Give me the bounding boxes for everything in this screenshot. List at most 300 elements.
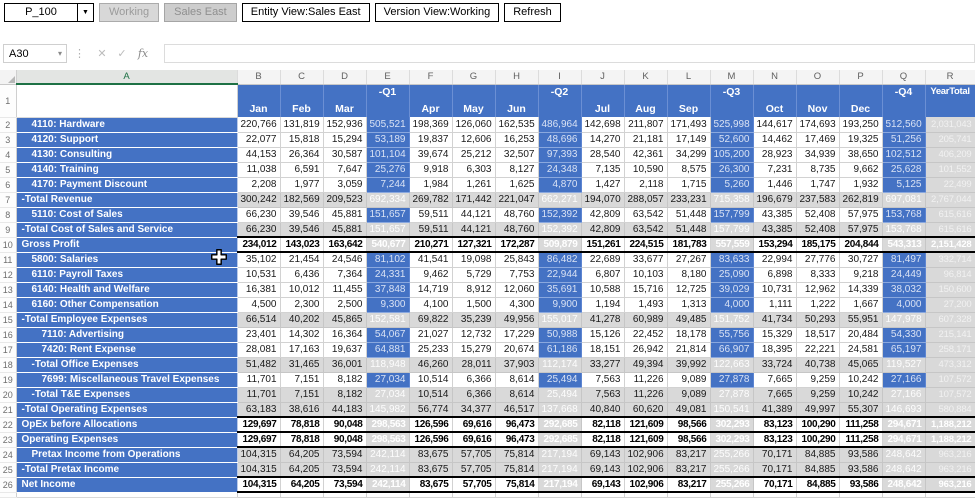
grid-cell[interactable]: 171,442 bbox=[452, 192, 495, 207]
grid-cell[interactable]: 39,029 bbox=[710, 282, 753, 297]
grid-cell[interactable]: 8,127 bbox=[495, 162, 538, 177]
grid-cell[interactable]: 19,637 bbox=[323, 342, 366, 357]
grid-cell[interactable]: 15,329 bbox=[753, 327, 796, 342]
grid-cell[interactable]: 1,111 bbox=[753, 297, 796, 312]
grid-cell[interactable]: 2,031,043 bbox=[925, 117, 975, 132]
grid-cell[interactable]: 38,032 bbox=[882, 282, 925, 297]
grid-cell[interactable]: 210,271 bbox=[409, 237, 452, 252]
grid-cell[interactable]: 32,507 bbox=[495, 147, 538, 162]
grid-cell[interactable]: 93,586 bbox=[839, 462, 882, 477]
grid-cell[interactable]: 129,697 bbox=[237, 417, 280, 432]
row-label[interactable]: 7110: Advertising bbox=[16, 327, 237, 342]
row-label[interactable]: -Total Pretax Income bbox=[16, 462, 237, 477]
grid-cell[interactable]: 9,259 bbox=[796, 372, 839, 387]
row-number[interactable]: 16 bbox=[0, 327, 16, 342]
grid-cell[interactable]: 50,293 bbox=[796, 312, 839, 327]
grid-cell[interactable]: 55,756 bbox=[710, 327, 753, 342]
grid-cell[interactable]: 28,081 bbox=[237, 342, 280, 357]
grid-cell[interactable]: 6,898 bbox=[753, 267, 796, 282]
grid-cell[interactable]: 39,674 bbox=[409, 147, 452, 162]
grid-cell[interactable]: 509,879 bbox=[538, 237, 581, 252]
column-header[interactable]: K bbox=[624, 70, 667, 84]
grid-cell[interactable]: 126,596 bbox=[409, 432, 452, 447]
grid-cell[interactable]: 40,840 bbox=[581, 402, 624, 417]
grid-cell[interactable] bbox=[280, 492, 323, 497]
grid-cell[interactable]: 7,135 bbox=[581, 162, 624, 177]
grid-cell[interactable]: 540,677 bbox=[366, 237, 409, 252]
grid-cell[interactable]: 8,912 bbox=[452, 282, 495, 297]
grid-cell[interactable]: 66,907 bbox=[710, 342, 753, 357]
grid-cell[interactable]: 69,616 bbox=[452, 417, 495, 432]
grid-cell[interactable]: 15,716 bbox=[624, 282, 667, 297]
period-header[interactable]: Dec bbox=[839, 84, 882, 117]
grid-cell[interactable]: 27,267 bbox=[667, 252, 710, 267]
grid-cell[interactable]: 255,266 bbox=[710, 462, 753, 477]
grid-cell[interactable]: 36,001 bbox=[323, 357, 366, 372]
grid-cell[interactable]: 5,125 bbox=[882, 177, 925, 192]
row-label[interactable]: 5800: Salaries bbox=[16, 252, 237, 267]
grid-cell[interactable]: 302,293 bbox=[710, 417, 753, 432]
grid-cell[interactable]: 9,259 bbox=[796, 387, 839, 402]
grid-cell[interactable]: 292,685 bbox=[538, 417, 581, 432]
grid-cell[interactable]: 557,559 bbox=[710, 237, 753, 252]
grid-cell[interactable]: 171,493 bbox=[667, 117, 710, 132]
grid-cell[interactable]: 51,256 bbox=[882, 132, 925, 147]
grid-cell[interactable]: 9,462 bbox=[409, 267, 452, 282]
row-number[interactable]: 5 bbox=[0, 162, 16, 177]
grid-cell[interactable]: 49,485 bbox=[667, 312, 710, 327]
grid-cell[interactable]: 157,799 bbox=[710, 222, 753, 237]
row-number[interactable]: 12 bbox=[0, 267, 16, 282]
grid-cell[interactable]: 9,300 bbox=[366, 297, 409, 312]
grid-cell[interactable]: 25,212 bbox=[452, 147, 495, 162]
grid-cell[interactable]: 248,642 bbox=[882, 462, 925, 477]
grid-cell[interactable]: 35,239 bbox=[452, 312, 495, 327]
grid-cell[interactable]: 288,057 bbox=[624, 192, 667, 207]
row-label[interactable]: -Total T&E Expenses bbox=[16, 387, 237, 402]
grid-cell[interactable] bbox=[323, 492, 366, 497]
column-header[interactable]: M bbox=[710, 70, 753, 84]
grid-cell[interactable]: 15,294 bbox=[323, 132, 366, 147]
grid-cell[interactable]: 24,546 bbox=[323, 252, 366, 267]
grid-cell[interactable]: 33,277 bbox=[581, 357, 624, 372]
grid-cell[interactable]: 7,151 bbox=[280, 387, 323, 402]
row-label[interactable]: 7699: Miscellaneous Travel Expenses bbox=[16, 372, 237, 387]
grid-cell[interactable]: 406,209 bbox=[925, 147, 975, 162]
grid-cell[interactable]: 151,752 bbox=[710, 312, 753, 327]
grid-cell[interactable]: 1,313 bbox=[667, 297, 710, 312]
row-label[interactable]: OpEx before Allocations bbox=[16, 417, 237, 432]
grid-cell[interactable]: 69,616 bbox=[452, 432, 495, 447]
grid-cell[interactable]: 9,918 bbox=[409, 162, 452, 177]
row-label[interactable]: 7420: Rent Expense bbox=[16, 342, 237, 357]
grid-cell[interactable] bbox=[839, 492, 882, 497]
column-header[interactable]: Q bbox=[882, 70, 925, 84]
grid-cell[interactable]: 258,171 bbox=[925, 342, 975, 357]
row-label[interactable]: 4110: Hardware bbox=[16, 117, 237, 132]
grid-cell[interactable]: 137,668 bbox=[538, 402, 581, 417]
grid-cell[interactable]: 2,151,428 bbox=[925, 237, 975, 252]
grid-cell[interactable]: 185,175 bbox=[796, 237, 839, 252]
grid-cell[interactable] bbox=[710, 492, 753, 497]
grid-cell[interactable]: 150,541 bbox=[710, 402, 753, 417]
name-box[interactable] bbox=[3, 44, 67, 63]
grid-cell[interactable]: 21,027 bbox=[409, 327, 452, 342]
grid-cell[interactable]: 20,674 bbox=[495, 342, 538, 357]
grid-cell[interactable]: 8,735 bbox=[796, 162, 839, 177]
grid-cell[interactable]: 53,189 bbox=[366, 132, 409, 147]
grid-cell[interactable]: 45,881 bbox=[323, 207, 366, 222]
grid-cell[interactable]: 61,186 bbox=[538, 342, 581, 357]
grid-cell[interactable]: 9,089 bbox=[667, 372, 710, 387]
grid-cell[interactable]: 152,392 bbox=[538, 207, 581, 222]
grid-cell[interactable]: 209,523 bbox=[323, 192, 366, 207]
grid-cell[interactable]: 84,885 bbox=[796, 447, 839, 462]
grid-cell[interactable]: 83,675 bbox=[409, 447, 452, 462]
grid-cell[interactable]: 1,500 bbox=[452, 297, 495, 312]
grid-cell[interactable]: 150,600 bbox=[925, 282, 975, 297]
grid-cell[interactable]: 83,217 bbox=[667, 447, 710, 462]
grid-cell[interactable]: 1,188,212 bbox=[925, 432, 975, 447]
grid-cell[interactable]: 63,542 bbox=[624, 207, 667, 222]
grid-cell[interactable]: 15,279 bbox=[452, 342, 495, 357]
row-number[interactable]: 2 bbox=[0, 117, 16, 132]
grid-cell[interactable]: 78,818 bbox=[280, 417, 323, 432]
row-number[interactable]: 9 bbox=[0, 222, 16, 237]
grid-cell[interactable]: 8,575 bbox=[667, 162, 710, 177]
row-number[interactable] bbox=[0, 492, 16, 497]
grid-cell[interactable]: 83,123 bbox=[753, 417, 796, 432]
grid-cell[interactable]: 44,121 bbox=[452, 207, 495, 222]
grid-cell[interactable] bbox=[366, 492, 409, 497]
grid-cell[interactable]: 697,081 bbox=[882, 192, 925, 207]
grid-cell[interactable]: 107,572 bbox=[925, 387, 975, 402]
row-number[interactable]: 21 bbox=[0, 402, 16, 417]
grid-cell[interactable]: 27,878 bbox=[710, 372, 753, 387]
row-number[interactable]: 7 bbox=[0, 192, 16, 207]
row-label[interactable]: 5110: Cost of Sales bbox=[16, 207, 237, 222]
grid-cell[interactable]: 204,844 bbox=[839, 237, 882, 252]
grid-cell[interactable]: 119,527 bbox=[882, 357, 925, 372]
grid-cell[interactable]: 59,511 bbox=[409, 207, 452, 222]
grid-cell[interactable]: 5,260 bbox=[710, 177, 753, 192]
grid-cell[interactable]: 205,741 bbox=[925, 132, 975, 147]
grid-cell[interactable]: 6,366 bbox=[452, 387, 495, 402]
period-header[interactable]: Oct bbox=[753, 84, 796, 117]
grid-cell[interactable]: 41,389 bbox=[753, 402, 796, 417]
pov-dropdown-arrow-icon[interactable]: ▼ bbox=[77, 4, 93, 21]
grid-cell[interactable]: 1,747 bbox=[796, 177, 839, 192]
row-number[interactable]: 11 bbox=[0, 252, 16, 267]
refresh-button[interactable]: Refresh bbox=[504, 3, 561, 22]
grid-cell[interactable]: 224,515 bbox=[624, 237, 667, 252]
grid-cell[interactable]: 151,657 bbox=[366, 207, 409, 222]
grid-cell[interactable]: 51,448 bbox=[667, 222, 710, 237]
grid-cell[interactable]: 217,194 bbox=[538, 477, 581, 492]
grid-cell[interactable]: 34,939 bbox=[796, 147, 839, 162]
grid-cell[interactable]: 4,000 bbox=[882, 297, 925, 312]
grid-cell[interactable]: 69,143 bbox=[581, 447, 624, 462]
grid-cell[interactable]: 153,768 bbox=[882, 207, 925, 222]
grid-cell[interactable]: 48,696 bbox=[538, 132, 581, 147]
grid-cell[interactable]: 37,903 bbox=[495, 357, 538, 372]
row-label[interactable]: 4120: Support bbox=[16, 132, 237, 147]
grid-cell[interactable]: 41,734 bbox=[753, 312, 796, 327]
grid-cell[interactable]: 83,217 bbox=[667, 462, 710, 477]
sales-east-button[interactable]: Sales East bbox=[164, 3, 237, 22]
grid-cell[interactable]: 147,978 bbox=[882, 312, 925, 327]
grid-cell[interactable]: 63,183 bbox=[237, 402, 280, 417]
row-number[interactable]: 18 bbox=[0, 357, 16, 372]
period-header[interactable]: -Q4 bbox=[882, 84, 925, 117]
period-header[interactable]: Mar bbox=[323, 84, 366, 117]
grid-cell[interactable]: 11,226 bbox=[624, 387, 667, 402]
grid-cell[interactable] bbox=[16, 84, 237, 117]
grid-cell[interactable]: 83,675 bbox=[409, 462, 452, 477]
grid-cell[interactable]: 102,906 bbox=[624, 477, 667, 492]
grid-cell[interactable]: 44,121 bbox=[452, 222, 495, 237]
grid-cell[interactable]: 22,689 bbox=[581, 252, 624, 267]
grid-cell[interactable]: 42,809 bbox=[581, 207, 624, 222]
grid-cell[interactable]: 24,581 bbox=[839, 342, 882, 357]
grid-cell[interactable]: 2,208 bbox=[237, 177, 280, 192]
cancel-icon[interactable]: ✕ bbox=[97, 48, 107, 60]
grid-cell[interactable]: 963,216 bbox=[925, 477, 975, 492]
period-header[interactable]: -Q2 bbox=[538, 84, 581, 117]
grid-cell[interactable]: 157,799 bbox=[710, 207, 753, 222]
column-header[interactable]: O bbox=[796, 70, 839, 84]
row-number[interactable]: 13 bbox=[0, 282, 16, 297]
grid-cell[interactable]: 97,393 bbox=[538, 147, 581, 162]
grid-cell[interactable]: 82,118 bbox=[581, 417, 624, 432]
grid-cell[interactable]: 6,591 bbox=[280, 162, 323, 177]
grid-cell[interactable]: 7,665 bbox=[753, 372, 796, 387]
grid-cell[interactable]: 55,307 bbox=[839, 402, 882, 417]
grid-cell[interactable]: 25,494 bbox=[538, 372, 581, 387]
row-number[interactable]: 10 bbox=[0, 237, 16, 252]
grid-cell[interactable]: 2,300 bbox=[280, 297, 323, 312]
grid-cell[interactable]: 1,625 bbox=[495, 177, 538, 192]
grid-cell[interactable]: 25,233 bbox=[409, 342, 452, 357]
grid-cell[interactable]: 237,583 bbox=[796, 192, 839, 207]
grid-cell[interactable]: 8,614 bbox=[495, 387, 538, 402]
grid-cell[interactable]: 152,581 bbox=[366, 312, 409, 327]
grid-cell[interactable]: 28,011 bbox=[452, 357, 495, 372]
grid-cell[interactable]: 12,725 bbox=[667, 282, 710, 297]
grid-cell[interactable]: 102,906 bbox=[624, 462, 667, 477]
grid-cell[interactable]: 17,469 bbox=[796, 132, 839, 147]
grid-cell[interactable]: 512,560 bbox=[882, 117, 925, 132]
grid-cell[interactable]: 543,313 bbox=[882, 237, 925, 252]
column-header[interactable]: C bbox=[280, 70, 323, 84]
grid-cell[interactable]: 51,448 bbox=[667, 207, 710, 222]
grid-cell[interactable]: 302,293 bbox=[710, 432, 753, 447]
grid-cell[interactable]: 242,114 bbox=[366, 447, 409, 462]
grid-cell[interactable]: 75,814 bbox=[495, 462, 538, 477]
grid-cell[interactable] bbox=[796, 492, 839, 497]
grid-cell[interactable] bbox=[882, 492, 925, 497]
grid-cell[interactable]: 20,484 bbox=[839, 327, 882, 342]
row-number[interactable]: 3 bbox=[0, 132, 16, 147]
grid-cell[interactable]: 505,521 bbox=[366, 117, 409, 132]
grid-cell[interactable]: 43,385 bbox=[753, 222, 796, 237]
grid-cell[interactable]: 615,616 bbox=[925, 207, 975, 222]
grid-cell[interactable]: 580,884 bbox=[925, 402, 975, 417]
grid-cell[interactable]: 73,594 bbox=[323, 477, 366, 492]
grid-cell[interactable]: 49,997 bbox=[796, 402, 839, 417]
grid-cell[interactable]: 7,647 bbox=[323, 162, 366, 177]
row-label[interactable]: 6110: Payroll Taxes bbox=[16, 267, 237, 282]
grid-cell[interactable]: 215,141 bbox=[925, 327, 975, 342]
row-number[interactable]: 14 bbox=[0, 297, 16, 312]
grid-cell[interactable]: 27,878 bbox=[710, 387, 753, 402]
grid-cell[interactable]: 104,315 bbox=[237, 477, 280, 492]
grid-cell[interactable]: 146,693 bbox=[882, 402, 925, 417]
grid-cell[interactable]: 963,216 bbox=[925, 462, 975, 477]
grid-cell[interactable]: 69,822 bbox=[409, 312, 452, 327]
grid-cell[interactable]: 145,982 bbox=[366, 402, 409, 417]
row-number[interactable]: 6 bbox=[0, 177, 16, 192]
grid-cell[interactable]: 155,017 bbox=[538, 312, 581, 327]
row-label[interactable]: Net Income bbox=[16, 477, 237, 492]
grid-cell[interactable]: 78,818 bbox=[280, 432, 323, 447]
period-header[interactable]: Jun bbox=[495, 84, 538, 117]
grid-cell[interactable]: 35,102 bbox=[237, 252, 280, 267]
grid-cell[interactable]: 37,848 bbox=[366, 282, 409, 297]
grid-cell[interactable]: 38,650 bbox=[839, 147, 882, 162]
grid-cell[interactable] bbox=[409, 492, 452, 497]
grid-cell[interactable]: 17,149 bbox=[667, 132, 710, 147]
grid-cell[interactable]: 121,609 bbox=[624, 417, 667, 432]
grid-cell[interactable]: 153,294 bbox=[753, 237, 796, 252]
grid-cell[interactable]: 10,514 bbox=[409, 387, 452, 402]
grid-cell[interactable]: 4,500 bbox=[237, 297, 280, 312]
grid-cell[interactable]: 66,514 bbox=[237, 312, 280, 327]
grid-cell[interactable]: 151,657 bbox=[366, 222, 409, 237]
period-header[interactable]: May bbox=[452, 84, 495, 117]
grid-cell[interactable]: 44,153 bbox=[237, 147, 280, 162]
grid-cell[interactable]: 248,642 bbox=[882, 477, 925, 492]
grid-cell[interactable]: 54,067 bbox=[366, 327, 409, 342]
grid-cell[interactable]: 60,989 bbox=[624, 312, 667, 327]
grid-cell[interactable]: 56,774 bbox=[409, 402, 452, 417]
grid-cell[interactable]: 57,975 bbox=[839, 207, 882, 222]
grid-cell[interactable]: 111,258 bbox=[839, 432, 882, 447]
row-label[interactable]: 4170: Payment Discount bbox=[16, 177, 237, 192]
grid-cell[interactable]: 44,183 bbox=[323, 402, 366, 417]
grid-cell[interactable]: 22,944 bbox=[538, 267, 581, 282]
grid-cell[interactable]: 143,023 bbox=[280, 237, 323, 252]
grid-cell[interactable]: 26,364 bbox=[280, 147, 323, 162]
grid-cell[interactable]: 11,455 bbox=[323, 282, 366, 297]
period-header[interactable]: YearTotal bbox=[925, 84, 975, 117]
grid-cell[interactable]: 7,563 bbox=[581, 372, 624, 387]
grid-cell[interactable]: 255,266 bbox=[710, 477, 753, 492]
grid-cell[interactable]: 24,348 bbox=[538, 162, 581, 177]
grid-cell[interactable]: 12,060 bbox=[495, 282, 538, 297]
grid-cell[interactable]: 57,705 bbox=[452, 477, 495, 492]
grid-cell[interactable]: 181,783 bbox=[667, 237, 710, 252]
formula-input[interactable] bbox=[164, 44, 975, 63]
period-header[interactable]: Feb bbox=[280, 84, 323, 117]
grid-cell[interactable]: 43,385 bbox=[753, 207, 796, 222]
grid-cell[interactable]: 22,994 bbox=[753, 252, 796, 267]
grid-cell[interactable]: 27,166 bbox=[882, 372, 925, 387]
grid-cell[interactable]: 83,633 bbox=[710, 252, 753, 267]
grid-cell[interactable]: 63,542 bbox=[624, 222, 667, 237]
row-number[interactable]: 23 bbox=[0, 432, 16, 447]
grid-cell[interactable]: 9,218 bbox=[839, 267, 882, 282]
row-number[interactable]: 4 bbox=[0, 147, 16, 162]
grid-cell[interactable]: 21,181 bbox=[624, 132, 667, 147]
column-header[interactable]: B bbox=[237, 70, 280, 84]
grid-cell[interactable]: 262,819 bbox=[839, 192, 882, 207]
grid-cell[interactable]: 142,698 bbox=[581, 117, 624, 132]
grid-cell[interactable]: 1,188,212 bbox=[925, 417, 975, 432]
grid-cell[interactable]: 39,546 bbox=[280, 222, 323, 237]
grid-cell[interactable]: 12,606 bbox=[452, 132, 495, 147]
column-header[interactable]: G bbox=[452, 70, 495, 84]
grid-cell[interactable]: 118,948 bbox=[366, 357, 409, 372]
grid-cell[interactable]: 1,427 bbox=[581, 177, 624, 192]
grid-cell[interactable]: 70,171 bbox=[753, 477, 796, 492]
row-number[interactable]: 8 bbox=[0, 207, 16, 222]
grid-cell[interactable]: 121,609 bbox=[624, 432, 667, 447]
row-number[interactable]: 17 bbox=[0, 342, 16, 357]
column-header[interactable]: N bbox=[753, 70, 796, 84]
grid-cell[interactable]: 126,596 bbox=[409, 417, 452, 432]
grid-cell[interactable]: 26,942 bbox=[624, 342, 667, 357]
grid-cell[interactable] bbox=[452, 492, 495, 497]
grid-cell[interactable]: 4,300 bbox=[495, 297, 538, 312]
grid-cell[interactable]: 715,358 bbox=[710, 192, 753, 207]
grid-cell[interactable]: 24,331 bbox=[366, 267, 409, 282]
grid-cell[interactable]: 100,290 bbox=[796, 432, 839, 447]
grid-cell[interactable]: 10,514 bbox=[409, 372, 452, 387]
period-header[interactable]: Nov bbox=[796, 84, 839, 117]
grid-cell[interactable]: 294,671 bbox=[882, 432, 925, 447]
column-header[interactable]: R bbox=[925, 70, 975, 84]
grid-cell[interactable]: 25,276 bbox=[366, 162, 409, 177]
grid-cell[interactable]: 49,081 bbox=[667, 402, 710, 417]
grid-cell[interactable]: 1,715 bbox=[667, 177, 710, 192]
grid-cell[interactable]: 14,302 bbox=[280, 327, 323, 342]
grid-cell[interactable]: 8,180 bbox=[667, 267, 710, 282]
row-number[interactable]: 24 bbox=[0, 447, 16, 462]
grid-cell[interactable]: 1,493 bbox=[624, 297, 667, 312]
grid-cell[interactable]: 70,171 bbox=[753, 462, 796, 477]
version-view-button[interactable]: Version View:Working bbox=[375, 3, 500, 22]
grid-cell[interactable]: 2,767,044 bbox=[925, 192, 975, 207]
grid-cell[interactable]: 9,900 bbox=[538, 297, 581, 312]
row-label[interactable]: -Total Employee Expenses bbox=[16, 312, 237, 327]
grid-cell[interactable]: 242,114 bbox=[366, 477, 409, 492]
row-number[interactable]: 22 bbox=[0, 417, 16, 432]
grid-cell[interactable]: 10,590 bbox=[624, 162, 667, 177]
grid-cell[interactable]: 332,714 bbox=[925, 252, 975, 267]
grid-cell[interactable]: 12,732 bbox=[452, 327, 495, 342]
grid-cell[interactable]: 57,975 bbox=[839, 222, 882, 237]
grid-cell[interactable]: 34,299 bbox=[667, 147, 710, 162]
period-header[interactable]: Jan bbox=[237, 84, 280, 117]
grid-cell[interactable]: 692,334 bbox=[366, 192, 409, 207]
grid-cell[interactable]: 525,998 bbox=[710, 117, 753, 132]
grid-cell[interactable]: 1,667 bbox=[839, 297, 882, 312]
grid-cell[interactable]: 12,962 bbox=[796, 282, 839, 297]
grid-cell[interactable]: 662,271 bbox=[538, 192, 581, 207]
row-label[interactable]: 4130: Consulting bbox=[16, 147, 237, 162]
column-header[interactable]: F bbox=[409, 70, 452, 84]
